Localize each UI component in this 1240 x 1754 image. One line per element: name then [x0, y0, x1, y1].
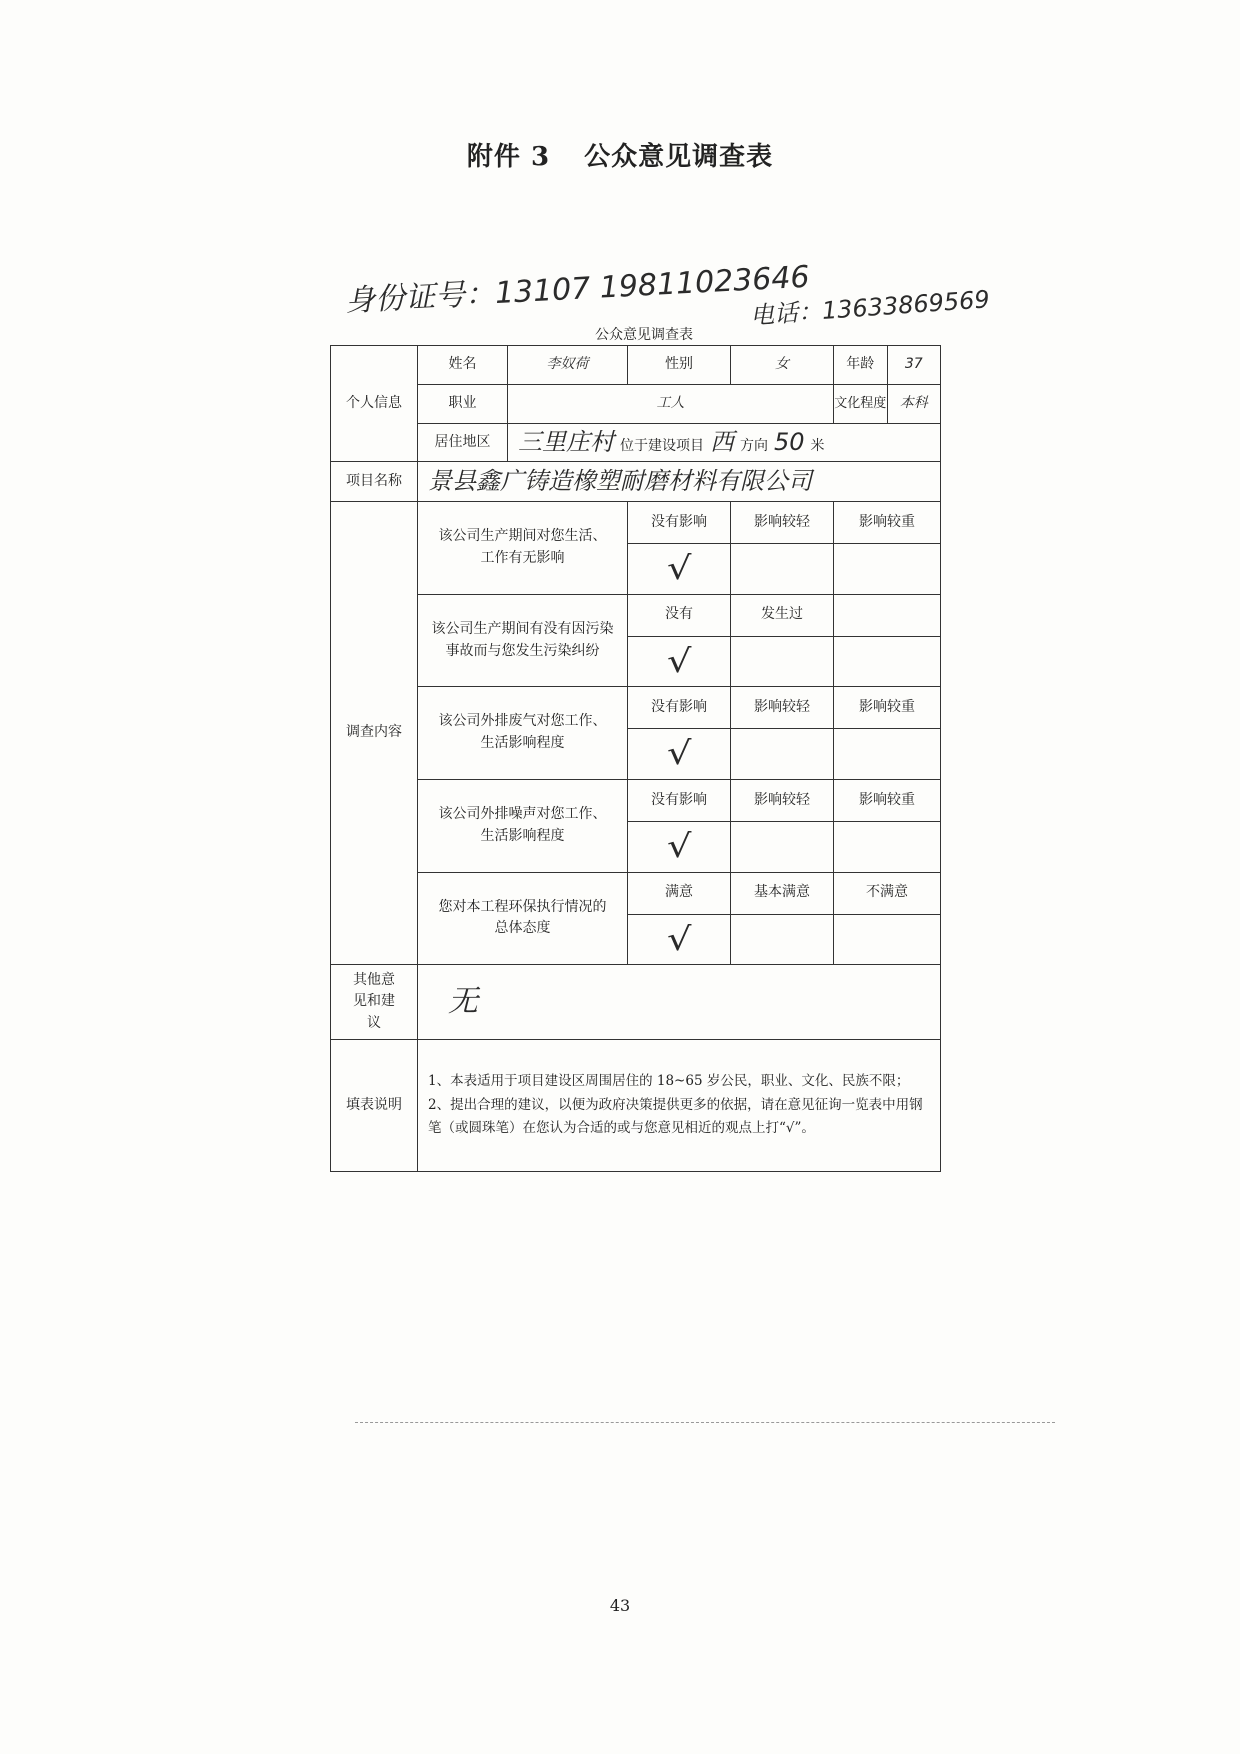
q1-options-row: [331, 502, 941, 544]
project-label: 项目名称: [331, 462, 418, 502]
distance-unit: 米: [810, 438, 825, 454]
q3-option-3: 影响较重: [834, 687, 941, 729]
q2-answer-1[interactable]: [628, 636, 731, 687]
q1-option-1: 没有影响: [628, 502, 731, 544]
page-number: 43: [609, 1596, 631, 1615]
q4-answer-3[interactable]: [834, 821, 941, 872]
occupation-label: 职业: [418, 385, 508, 424]
q5-option-1: 满意: [628, 872, 731, 914]
q4-answer-1[interactable]: [628, 821, 731, 872]
education-cell: [834, 385, 940, 423]
instructions-row: [331, 1040, 941, 1172]
instructions-label: 填表说明: [331, 1040, 418, 1172]
other-row: [331, 965, 941, 1040]
instructions-line-1: 1、本表适用于项目建设区周围居住的 18~65 岁公民，职业、文化、民族不限；: [428, 1073, 910, 1090]
gender-value[interactable]: 女: [731, 346, 834, 385]
gender-label: 性别: [628, 346, 731, 385]
q4-answer-2[interactable]: [731, 821, 834, 872]
education-label: 文化程度: [834, 385, 887, 423]
q3-option-2: 影响较轻: [731, 687, 834, 729]
q3-answer-1[interactable]: [628, 729, 731, 780]
q5-option-3: 不满意: [834, 872, 941, 914]
q1-option-2: 影响较轻: [731, 502, 834, 544]
personal-info-label: 个人信息: [331, 346, 418, 462]
personal-row-1: [331, 346, 941, 385]
q3-option-1: 没有影响: [628, 687, 731, 729]
q2-option-3: [834, 594, 941, 636]
handwritten-phone: 电话：13633869569: [749, 285, 991, 330]
check-mark-icon: √: [666, 919, 692, 958]
q2-text: 该公司生产期间有没有因污染事故而与您发生污染纠纷: [418, 594, 628, 687]
q3-options-row: [331, 687, 941, 729]
q3-text: 该公司外排废气对您工作、生活影响程度: [418, 687, 628, 780]
q4-option-3: 影响较重: [834, 779, 941, 821]
handwritten-id-number: 身份证号：13107 19811023646: [344, 259, 811, 319]
q5-answer-2[interactable]: [731, 914, 834, 965]
attachment-title: 公众意见调查表: [584, 142, 774, 172]
direction-label: 方向: [740, 438, 768, 454]
direction-value: 西: [710, 428, 734, 456]
attachment-number: 附件 3: [466, 142, 551, 172]
name-label: 姓名: [418, 346, 508, 385]
q5-option-2: 基本满意: [731, 872, 834, 914]
q2-options-row: [331, 594, 941, 636]
check-mark-icon: √: [666, 826, 692, 865]
residence-label: 居住地区: [418, 424, 508, 462]
occupation-value[interactable]: 工人: [508, 385, 834, 424]
q4-options-row: [331, 779, 941, 821]
q3-answer-2[interactable]: [731, 729, 834, 780]
survey-label: 调查内容: [331, 502, 418, 965]
distance-value: 50: [774, 428, 805, 456]
instructions-text: [418, 1040, 941, 1172]
personal-row-2: [331, 385, 941, 424]
education-value[interactable]: 本科: [899, 395, 928, 412]
check-mark-icon: √: [666, 549, 692, 588]
residence-value: 三里庄村: [518, 428, 614, 456]
q4-text: 该公司外排噪声对您工作、生活影响程度: [418, 779, 628, 872]
age-label: 年龄: [834, 346, 887, 384]
age-value[interactable]: 37: [904, 356, 923, 373]
residence-field[interactable]: [508, 424, 941, 462]
project-value[interactable]: 景县鑫广铸造橡塑耐磨材料有限公司: [418, 462, 941, 502]
q2-answer-3[interactable]: [834, 636, 941, 687]
survey-table: [330, 345, 941, 1172]
q2-option-1: 没有: [628, 594, 731, 636]
q1-answer-1[interactable]: [628, 544, 731, 595]
q2-option-2: 发生过: [731, 594, 834, 636]
position-label: 位于建设项目: [620, 438, 704, 454]
q5-answer-1[interactable]: [628, 914, 731, 965]
page-title: [0, 136, 1240, 173]
form-title: 公众意见调查表: [595, 327, 693, 343]
q5-answer-3[interactable]: [834, 914, 941, 965]
other-value[interactable]: 无: [418, 965, 941, 1040]
survey-form: [330, 345, 940, 1172]
q3-answer-3[interactable]: [834, 729, 941, 780]
project-row: [331, 462, 941, 502]
q1-text: 该公司生产期间对您生活、工作有无影响: [418, 502, 628, 595]
q4-option-2: 影响较轻: [731, 779, 834, 821]
q5-text: 您对本工程环保执行情况的总体态度: [418, 872, 628, 965]
other-label: 其他意见和建议: [331, 965, 418, 1040]
age-cell: [834, 346, 940, 384]
scan-divider-line: [355, 1422, 1055, 1423]
q5-options-row: [331, 872, 941, 914]
check-mark-icon: √: [666, 641, 692, 680]
q1-answer-3[interactable]: [834, 544, 941, 595]
instructions-line-2: 2、提出合理的建议，以便为政府决策提供更多的依据，请在意见征询一览表中用钢笔（或圆珠笔）在您认为合适的或与您意见相近的观点上打“√”。: [428, 1096, 923, 1137]
q1-option-3: 影响较重: [834, 502, 941, 544]
q2-answer-2[interactable]: [731, 636, 834, 687]
name-value[interactable]: 李奴荷: [508, 346, 628, 385]
check-mark-icon: √: [666, 734, 692, 773]
q1-answer-2[interactable]: [731, 544, 834, 595]
personal-row-3: [331, 424, 941, 462]
q4-option-1: 没有影响: [628, 779, 731, 821]
